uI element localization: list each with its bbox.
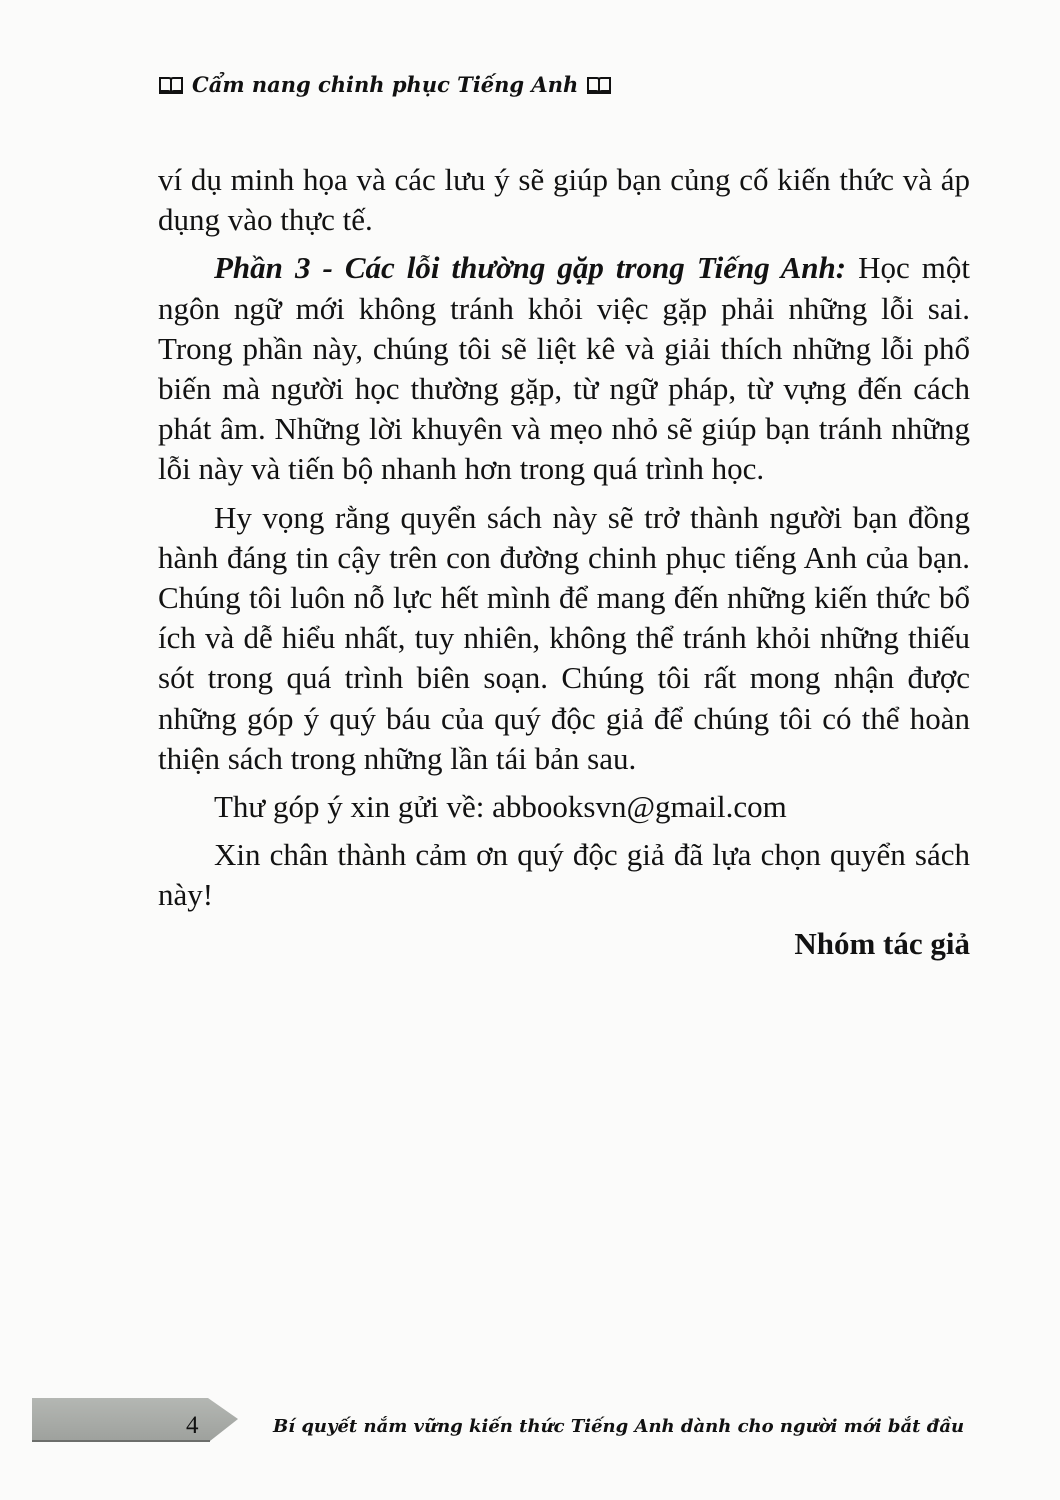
paragraph-thanks: Xin chân thành cảm ơn quý độc giả đã lựa chọn quyển sách này!: [158, 837, 970, 913]
footer-book-title: Bí quyết nắm vững kiến thức Tiếng Anh dành cho người mới bắt đầu: [273, 1416, 965, 1437]
section-text: Học một ngôn ngữ mới không tránh khỏi việc gặp phải những lỗi sai. Trong phần này, chúng tôi sẽ liệt kê và giải thích những lỗi phổ biến mà người học thường gặp, từ ngữ pháp, từ vựng đến cách phát âm. Những lời khuyên và mẹo nhỏ sẽ giúp bạn tránh những lỗi này và tiến bộ nhanh hơn trong quá trình học.: [158, 250, 970, 487]
page-number-tab: [30, 1395, 245, 1445]
header-title: Cẩm nang chinh phục Tiếng Anh: [192, 72, 579, 97]
paragraph-part-3: [158, 248, 970, 489]
paragraph-feedback-email: Thư góp ý xin gửi về: abbooksvn@gmail.com: [214, 789, 787, 825]
signature: Nhóm tác giả: [794, 925, 970, 961]
section-lead: Phần 3 - Các lỗi thường gặp trong Tiếng Anh:: [214, 250, 847, 286]
page-body: [158, 160, 970, 964]
open-book-icon: [586, 75, 612, 95]
running-header: [158, 72, 612, 97]
page-number: 4: [186, 1412, 199, 1439]
paragraph-hope: Hy vọng rằng quyển sách này sẽ trở thành người bạn đồng hành đáng tin cậy trên con đường chinh phục tiếng Anh của bạn. Chúng tôi luôn nỗ lực hết mình để mang đến những kiến thức bổ ích và dễ hiểu nhất, tuy nhiên, không thể tránh khỏi những thiếu sót trong quá trình biên soạn. Chúng tôi rất mong nhận được những góp ý quý báu của quý độc giả để chúng tôi có thể hoàn thiện sách trong những lần tái bản sau.: [158, 499, 970, 776]
paragraph-continuation: ví dụ minh họa và các lưu ý sẽ giúp bạn củng cố kiến thức và áp dụng vào thực tế.: [158, 162, 970, 238]
open-book-icon: [158, 75, 184, 95]
